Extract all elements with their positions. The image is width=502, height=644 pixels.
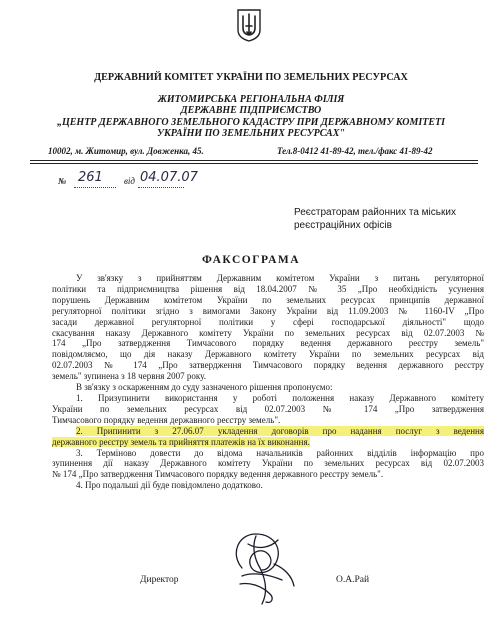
addressee-line: Реєстраторам районних та міських xyxy=(294,207,456,218)
item-3-line: № 174 „Про затвердження Тимчасового порядку ведення державного реєстру земель". xyxy=(52,469,384,480)
registration-date-label: від xyxy=(124,176,135,186)
signatory-position: Директор xyxy=(140,575,179,585)
header-divider xyxy=(30,160,478,161)
body-line: земель" зупинена з 18 червня 2007 року. xyxy=(52,371,207,382)
addressee-line: реєстраційних офісів xyxy=(294,220,392,231)
date-dotted-line xyxy=(138,187,184,188)
item-1-line: Тимчасового порядку ведення державного реєстру земель". xyxy=(52,414,281,425)
handwritten-signature xyxy=(212,524,308,608)
body-line: регуляторної політики згідно з вимогами Закону України від 11.09.2003 № 1160-IV „Про xyxy=(52,305,484,316)
item-2-line xyxy=(52,437,484,448)
document-body xyxy=(52,273,484,491)
registration-date: 04.07.07 xyxy=(140,170,198,185)
highlighted-text: державного реєстру земель та прийняття платежів на їх виконання. xyxy=(52,436,310,447)
number-dotted-line xyxy=(74,187,116,188)
committee-name: ДЕРЖАВНИЙ КОМІТЕТ УКРАЇНИ ПО ЗЕМЕЛЬНИХ РЕСУРСАХ xyxy=(94,72,408,83)
item-1-line: 1. Призупинити використання у роботі положення наказу Державного комітету xyxy=(76,392,484,403)
item-1-line: України по земельних ресурсах від 02.07.2003 № 174 „Про затвердження xyxy=(52,403,484,414)
highlighted-text: 2. Припинити з 27.06.07 укладення договорів про надання послуг з ведення xyxy=(76,425,484,436)
branch-name: ЖИТОМИРСЬКА РЕГІОНАЛЬНА ФІЛІЯ xyxy=(157,94,345,105)
phone-numbers: Тел.8-0412 41-89-42, тел./факс 41-89-42 xyxy=(277,146,433,156)
body-line: повідомляємо, що дія наказу Державного комітету України по земельних ресурсах від xyxy=(52,349,484,360)
proposal-intro: В зв'язку з оскарженням до суду зазначеного рішення пропонуємо: xyxy=(76,382,333,393)
item-3-line: зупинення дії наказу Державного комітету України по земельних ресурсах від 02.07.2003 xyxy=(52,458,484,469)
center-name-line1: „ЦЕНТР ДЕРЖАВНОГО ЗЕМЕЛЬНОГО КАДАСТРУ ПРИ ДЕРЖАВНОМУ КОМІТЕТІ xyxy=(56,117,446,128)
body-line: У зв'язку з прийняттям Державним комітетом України з питань регуляторної xyxy=(76,273,484,283)
body-line: 174 „Про затвердження Тимчасового порядку ведення державного реєстру земель" xyxy=(52,338,484,349)
ukraine-trident-emblem-icon xyxy=(236,8,262,42)
addressee-block xyxy=(294,206,456,232)
signatory-name: О.А.Рай xyxy=(336,575,370,585)
body-line: політики та підприємництва рішення від 18.04.2007 № 35 „Про необхідність усунення xyxy=(52,283,484,294)
body-line: засади державної регуляторної політики у сфері господарської діяльності" щодо xyxy=(52,316,484,327)
postal-address: 10002, м. Житомир, вул. Довженка, 45. xyxy=(48,146,204,156)
center-name-line2: УКРАЇНИ ПО ЗЕМЕЛЬНИХ РЕСУРСАХ" xyxy=(157,128,345,139)
registration-number: 261 xyxy=(78,170,103,185)
body-line: порушень Державним комітетом України по земельних ресурсах принципів державної xyxy=(52,294,484,305)
body-line: 02.07.2003 № 174 „Про затвердження Тимчасового порядку ведення державного реєстру xyxy=(52,360,484,371)
registration-number-prefix: № xyxy=(58,176,67,186)
enterprise-type: ДЕРЖАВНЕ ПІДПРИЄМСТВО xyxy=(180,105,322,116)
document-title: ФАКСОГРАМА xyxy=(201,254,301,266)
item-2-line xyxy=(52,426,484,437)
item-4-line: 4. Про подальші дії буде повідомлено додатково. xyxy=(76,480,263,491)
item-3-line: 3. Терміново довести до відома начальників районних відділів інформацію про xyxy=(76,447,484,458)
header-divider-thin xyxy=(30,163,478,164)
body-line: скасування наказу Державного комітету України по земельних ресурсах від 02.07.2003 № xyxy=(52,327,484,338)
